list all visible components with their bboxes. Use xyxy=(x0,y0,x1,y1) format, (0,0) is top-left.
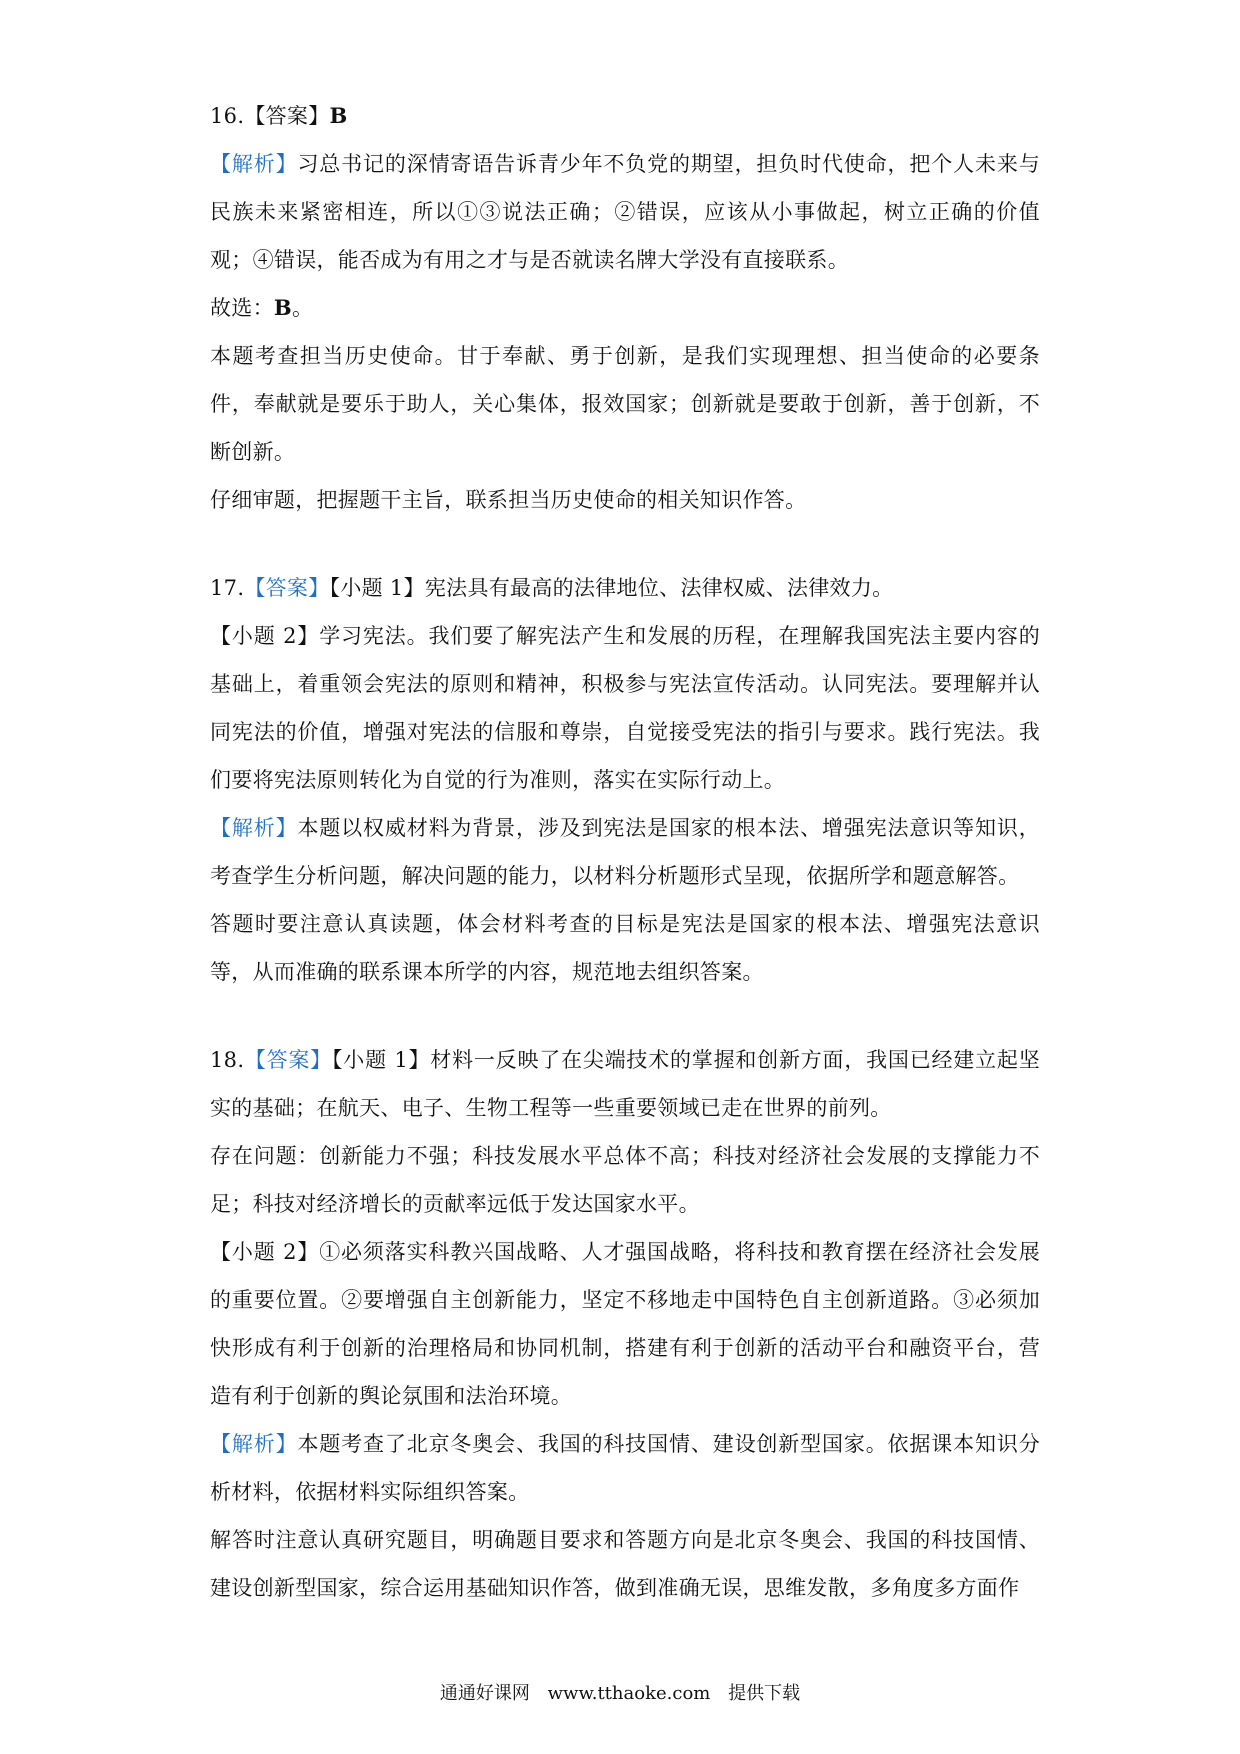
question-18 xyxy=(210,1036,1040,1612)
q16-choice-suffix: 。 xyxy=(291,296,314,320)
q16-analysis-text: 习总书记的深情寄语告诉青少年不负党的期望，担负时代使命，把个人未来与民族未来紧密相连，所以①③说法正确；②错误，应该从小事做起，树立正确的价值观；④错误，能否成为有用之才与是否就读名牌大学没有直接联系。 xyxy=(210,152,1041,272)
q18-sub2 xyxy=(210,1228,1040,1420)
document-body xyxy=(210,92,1040,1612)
q16-choice xyxy=(210,284,1040,332)
q18-number: 18. xyxy=(210,1048,245,1072)
footer-suffix: 提供下载 xyxy=(728,1683,801,1704)
q17-analysis xyxy=(210,804,1040,900)
q18-sub1-text: 材料一反映了在尖端技术的掌握和创新方面，我国已经建立起坚实的基础；在航天、电子、生物工程等一些重要领域已走在世界的前列。 xyxy=(210,1048,1040,1120)
q17-answer-line xyxy=(210,564,1040,612)
q16-answer: B xyxy=(329,103,348,128)
q18-problems: 存在问题：创新能力不强；科技发展水平总体不高；科技对经济社会发展的支撑能力不足；科技对经济增长的贡献率远低于发达国家水平。 xyxy=(210,1144,1040,1216)
q18-sub2-tag: 【小题 2】 xyxy=(210,1240,320,1264)
q16-number: 16. xyxy=(210,104,245,128)
q18-analysis-tag: 【解析】 xyxy=(210,1432,298,1456)
q17-number: 17. xyxy=(210,576,245,600)
page-footer xyxy=(0,1682,1240,1706)
q17-sub1-text: 宪法具有最高的法律地位、法律权威、法律效力。 xyxy=(424,576,894,600)
q17-analysis-tag: 【解析】 xyxy=(210,816,298,840)
section-gap xyxy=(210,996,1040,1036)
q16-note-1: 本题考查担当历史使命。甘于奉献、勇于创新，是我们实现理想、担当使命的必要条件，奉献就是要乐于助人，关心集体，报效国家；创新就是要敢于创新，善于创新，不断创新。 xyxy=(210,344,1040,464)
q17-sub2-text: 学习宪法。我们要了解宪法产生和发展的历程，在理解我国宪法主要内容的基础上，着重领会宪法的原则和精神，积极参与宪法宣传活动。认同宪法。要理解并认同宪法的价值，增强对宪法的信服和尊崇，自觉接受宪法的指引与要求。践行宪法。我们要将宪法原则转化为自觉的行为准则，落实在实际行动上。 xyxy=(210,624,1040,792)
q16-answer-tag: 【答案】 xyxy=(244,104,330,128)
q18-sub2-text: ①必须落实科教兴国战略、人才强国战略，将科技和教育摆在经济社会发展的重要位置。②要增强自主创新能力，坚定不移地走中国特色自主创新道路。③必须加快形成有利于创新的治理格局和协同机制，搭建有利于创新的活动平台和融资平台，营造有利于创新的舆论氛围和法治环境。 xyxy=(210,1240,1040,1408)
q18-sub1-tag: 【小题 1】 xyxy=(331,1048,431,1072)
q17-analysis-text: 本题以权威材料为背景，涉及到宪法是国家的根本法、增强宪法意识等知识，考查学生分析问题，解决问题的能力，以材料分析题形式呈现，依据所学和题意解答。 xyxy=(210,816,1041,888)
q16-answer-line xyxy=(210,92,1040,140)
q18-answer-line xyxy=(210,1036,1040,1132)
q16-note-2: 仔细审题，把握题干主旨，联系担当历史使命的相关知识作答。 xyxy=(210,488,807,512)
section-gap xyxy=(210,524,1040,564)
q16-analysis-tag: 【解析】 xyxy=(210,152,298,176)
q16-analysis xyxy=(210,140,1040,284)
q18-analysis-text: 本题考查了北京冬奥会、我国的科技国情、建设创新型国家。依据课本知识分析材料，依据材料实际组织答案。 xyxy=(210,1432,1041,1504)
q18-note: 解答时注意认真研究题目，明确题目要求和答题方向是北京冬奥会、我国的科技国情、建设创新型国家，综合运用基础知识作答，做到准确无误，思维发散，多角度多方面作 xyxy=(210,1528,1040,1600)
q17-sub2-tag: 【小题 2】 xyxy=(210,624,320,648)
question-16 xyxy=(210,92,1040,524)
q16-choice-value: B xyxy=(273,295,292,320)
q17-sub2 xyxy=(210,612,1040,804)
question-17 xyxy=(210,564,1040,996)
q16-choice-prefix: 故选： xyxy=(210,296,274,320)
q17-sub1-tag: 【小题 1】 xyxy=(329,576,425,600)
footer-url[interactable]: www.tthaoke.com xyxy=(547,1683,711,1704)
footer-site-name: 通通好课网 xyxy=(439,1683,530,1704)
q18-answer-tag: 【答案】 xyxy=(244,1048,332,1072)
q18-analysis xyxy=(210,1420,1040,1516)
q17-note: 答题时要注意认真读题，体会材料考查的目标是宪法是国家的根本法、增强宪法意识等，从而准确的联系课本所学的内容，规范地去组织答案。 xyxy=(210,912,1040,984)
q17-answer-tag: 【答案】 xyxy=(244,576,330,600)
